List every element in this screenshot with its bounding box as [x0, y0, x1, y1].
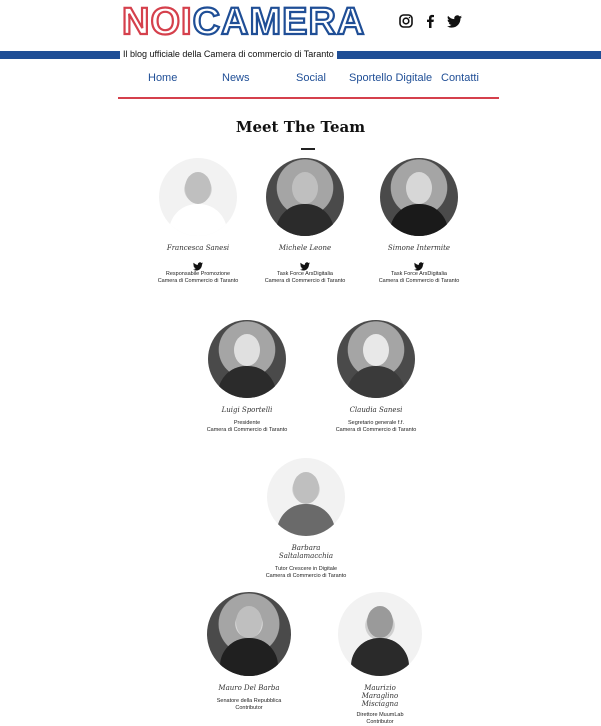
team-member — [189, 592, 309, 712]
member-role: Presidente — [233, 420, 261, 426]
page-title: Meet The Team — [235, 118, 366, 136]
twitter-icon[interactable] — [446, 13, 462, 29]
avatar — [208, 320, 286, 398]
member-name: Claudia Sanesi — [349, 406, 403, 414]
twitter-icon[interactable] — [193, 258, 203, 267]
member-org: Camera di Commercio di Taranto — [206, 427, 288, 433]
member-role: Direttore MuumLab — [356, 712, 404, 718]
member-name: Michele Leone — [278, 244, 332, 252]
nav-home[interactable]: Home — [148, 72, 178, 84]
facebook-icon[interactable] — [422, 13, 438, 29]
member-name: Francesca Sanesi — [166, 244, 230, 252]
twitter-icon[interactable] — [300, 258, 310, 267]
nav-social[interactable]: Social — [296, 72, 326, 84]
nav-contatti[interactable]: Contatti — [441, 72, 479, 84]
avatar — [337, 320, 415, 398]
member-role: Task Force ArsDigitalia — [391, 271, 447, 277]
member-name: Luigi Sportelli — [221, 406, 273, 414]
main-nav — [118, 72, 499, 96]
team-member — [245, 158, 365, 285]
team-member — [359, 158, 479, 285]
member-name: Maurizio Maraglino Misciagna — [361, 684, 399, 708]
member-role: Senatore della Repubblica — [216, 698, 282, 704]
member-org: Camera di Commercio di Taranto — [378, 278, 460, 284]
avatar — [159, 158, 237, 236]
nav-divider — [118, 97, 499, 99]
social-links — [398, 13, 462, 29]
team-member — [320, 592, 440, 726]
nav-sportello-digitale[interactable]: Sportello Digitale — [349, 72, 433, 84]
member-role: Segretario generale f.f. — [348, 420, 404, 426]
member-name: Simone Intermite — [387, 244, 451, 252]
member-org: Camera di Commercio di Taranto — [264, 278, 346, 284]
avatar — [267, 458, 345, 536]
member-role: Tutor Crescere in Digitale — [274, 566, 338, 572]
member-org: Camera di Commercio di Taranto — [265, 573, 347, 579]
member-name: Mauro Del Barba — [218, 684, 280, 692]
avatar — [338, 592, 422, 676]
member-org: Contributor — [235, 705, 263, 711]
avatar — [380, 158, 458, 236]
member-role: Task Force ArsDigitalia — [277, 271, 333, 277]
title-divider — [301, 148, 315, 150]
member-role: Responsabile Promozione — [165, 271, 231, 277]
member-name: Barbara Saltalamacchia — [278, 544, 334, 560]
member-org: Contributor — [366, 719, 394, 725]
team-member — [246, 458, 366, 580]
site-tagline: Il blog ufficiale della Camera di commercio di Taranto — [120, 48, 337, 61]
avatar — [207, 592, 291, 676]
logo-noi: NOI — [122, 1, 193, 43]
logo-camera: CAMERA — [192, 1, 366, 43]
team-member — [187, 320, 307, 434]
site-logo[interactable] — [122, 1, 366, 43]
avatar — [266, 158, 344, 236]
team-member — [138, 158, 258, 285]
nav-news[interactable]: News — [222, 72, 250, 84]
member-org: Camera di Commercio di Taranto — [335, 427, 417, 433]
team-member — [316, 320, 436, 434]
member-org: Camera di Commercio di Taranto — [157, 278, 239, 284]
twitter-icon[interactable] — [414, 258, 424, 267]
instagram-icon[interactable] — [398, 13, 414, 29]
